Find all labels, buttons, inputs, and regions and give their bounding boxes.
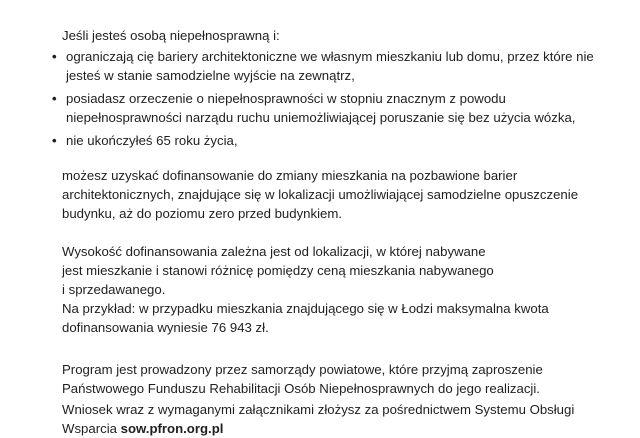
condition-text: posiadasz orzeczenie o niepełnosprawności w stopniu znacznym z powodu niepełnosprawności narządu ruchu uniemożliwiającej poruszanie się bez użycia wózka, (66, 91, 576, 125)
list-item (50, 89, 610, 127)
list-item (50, 47, 610, 85)
funding-line-3: i sprzedawanego. (62, 282, 166, 297)
funding-line-2: jest mieszkanie i stanowi różnicę pomiędzy ceną mieszkania nabywanego (62, 263, 494, 278)
sow-link[interactable]: sow.pfron.org.pl (120, 421, 224, 436)
funding-example: Na przykład: w przypadku mieszkania znajdującego się w Łodzi maksymalna kwota dofinansowania wyniesie 76 943 zł. (62, 301, 549, 335)
bullet-icon: • (52, 133, 57, 148)
condition-text: nie ukończyłeś 65 roku życia, (66, 133, 238, 148)
program-paragraph: Program jest prowadzony przez samorządy powiatowe, które przyjmą zaproszenie Państwowego Funduszu Rehabilitacji Osób Niepełnosprawnych do jego realizacji. (62, 362, 543, 396)
application-text: Wniosek wraz z wymaganymi załącznikami złożysz za pośrednictwem Systemu Obsługi Wsparcia (62, 402, 575, 436)
eligibility-conditions-list (50, 47, 610, 154)
application-paragraph (62, 400, 622, 438)
intro-text: Jeśli jesteś osobą niepełnosprawną i: (62, 28, 280, 43)
bullet-icon: • (52, 91, 57, 106)
eligibility-paragraph: możesz uzyskać dofinansowanie do zmiany mieszkania na pozbawione barier architektonicznych, znajdujące się w lokalizacji umożliwiającej samodzielne opuszczenie budynku, aż do poziomu zero przed budynkiem. (62, 168, 579, 221)
funding-paragraph (62, 242, 622, 337)
list-item (50, 131, 610, 150)
condition-text: ograniczają cię bariery architektoniczne we własnym mieszkaniu lub domu, przez które nie jesteś w stanie samodzielne wyjście na zewnątrz, (66, 49, 594, 83)
funding-line-1: Wysokość dofinansowania zależna jest od lokalizacji, w której nabywane (62, 244, 486, 259)
bullet-icon: • (52, 49, 57, 64)
